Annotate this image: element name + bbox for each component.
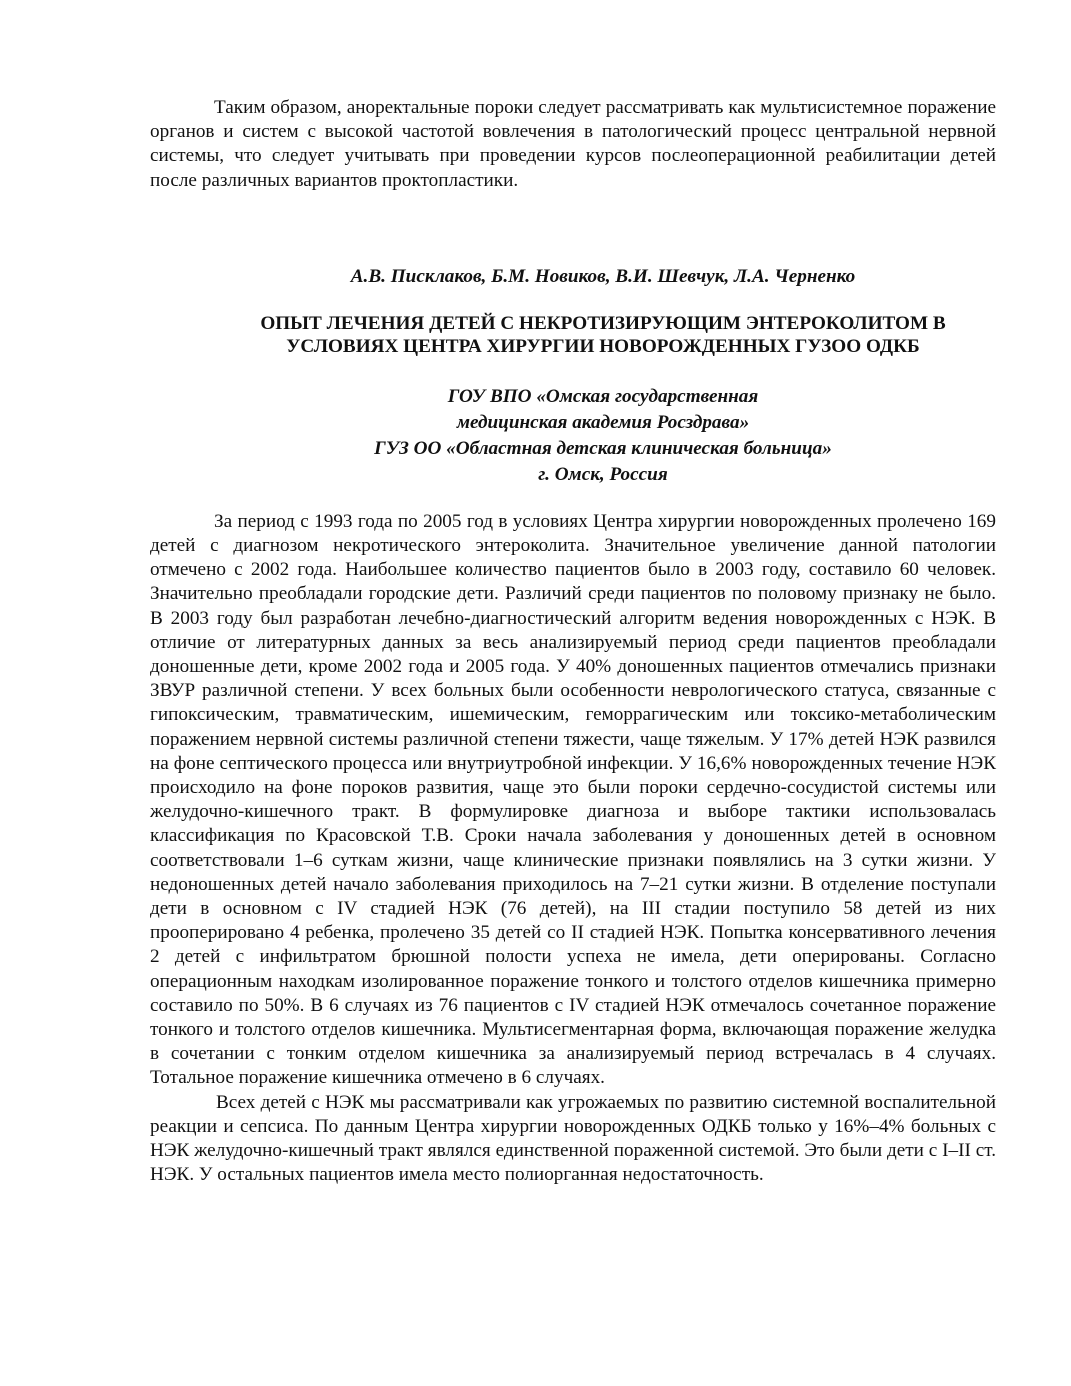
body-paragraph-1: За период с 1993 года по 2005 год в условиях Центра хирургии новорожденных пролечено 169 детей с диагнозом некротического энтероколита. Значительное увеличение данной патологии отмечено с 2002 года. Наибольшее количество пациентов было в 2003 году, составило 60 человек. Значительно преобладали городские дети. Различий среди пациентов по половому признаку не было. В 2003 году был разработан лечебно-диагностический алгоритм ведения новорожденных с НЭК. В отличие от литературных данных за весь анализируемый период среди пациентов преобладали доношенные дети, кроме 2002 года и 2005 года. У 40% доношенных пациентов отмечались признаки ЗВУР различной степени. У всех больных были особенности неврологического статуса, связанные с гипоксическим, травматическим, ишемическим, геморрагическим или токсико-метаболическим поражением нервной системы различной степени тяжести, чаще тяжелым. У 17% детей НЭК развился на фоне септического процесса или внутриутробной инфекции. У 16,6% новорожденных течение НЭК происходило на фоне пороков развития, чаще это были пороки сердечно-сосудистой системы или желудочно-кишечного тракт. В формулировке диагноза и выборе тактики использовалась классификация по Красовской Т.В. Сроки начала заболевания у доношенных детей в основном соответствовали 1–6 суткам жизни, чаще клинические признаки появлялись на 3 сутки жизни. У недоношенных детей начало заболевания приходилось на 7–21 сутки жизни. В отделение поступали дети в основном с IV стадией НЭК (76 детей), на III стадии поступило 58 детей из них прооперировано 4 ребенка, пролечено 35 детей со II стадией НЭК. Попытка консервативного лечения 2 детей с инфильтратом брюшной полости успеха не имела, дети оперированы. Согласно операционным находкам изолированное поражение тонкого и толстого отделов кишечника примерно составило по 50%. В 6 случаях из 76 пациентов с IV стадией НЭК отмечалось сочетанное поражение тонкого и толстого отделов кишечника. Мультисегментарная форма, включающая поражение желудка в сочетании с тонким отделом кишечника за анализируемый период встречалась в 4 случаях. Тотальное поражение кишечника отмечено в 6 случаях.: [150, 510, 996, 1089]
affiliation-line-1: ГОУ ВПО «Омская государственная: [447, 385, 759, 407]
title-line-2: УСЛОВИЯХ ЦЕНТРА ХИРУРГИИ НОВОРОЖДЕННЫХ ГУЗОО ОДКБ: [286, 336, 920, 358]
affiliation-line-4: г. Омск, Россия: [538, 463, 668, 485]
article-authors: А.В. Писклаков, Б.М. Новиков, В.И. Шевчук, Л.А. Черненко: [350, 265, 856, 287]
document-page: [150, 96, 996, 1188]
affiliation-line-2: медицинская академия Росздрава»: [456, 411, 750, 433]
article-title: [150, 312, 996, 359]
title-line-1: ОПЫТ ЛЕЧЕНИЯ ДЕТЕЙ С НЕКРОТИЗИРУЮЩИМ ЭНТЕРОКОЛИТОМ В: [260, 312, 946, 334]
intro-paragraph: Таким образом, аноректальные пороки следует рассматривать как мультисистемное поражение органов и систем с высокой частотой вовлечения в патологический процесс центральной нервной системы, что следует учитывать при проведении курсов послеоперационной реабилитации детей после различных вариантов проктопластики.: [150, 97, 996, 191]
affiliation-block: [150, 384, 996, 488]
body-paragraph-2: Всех детей с НЭК мы рассматривали как угрожаемых по развитию системной воспалительной реакции и сепсиса. По данным Центра хирургии новорожденных ОДКБ только у 16%–4% больных с НЭК желудочно-кишечный тракт являлся единственной пораженной системой. Это были дети с I–II ст. НЭК. У остальных пациентов имела место полиорганная недостаточность.: [150, 1091, 996, 1186]
affiliation-line-3: ГУЗ ОО «Областная детская клиническая больница»: [374, 437, 832, 459]
